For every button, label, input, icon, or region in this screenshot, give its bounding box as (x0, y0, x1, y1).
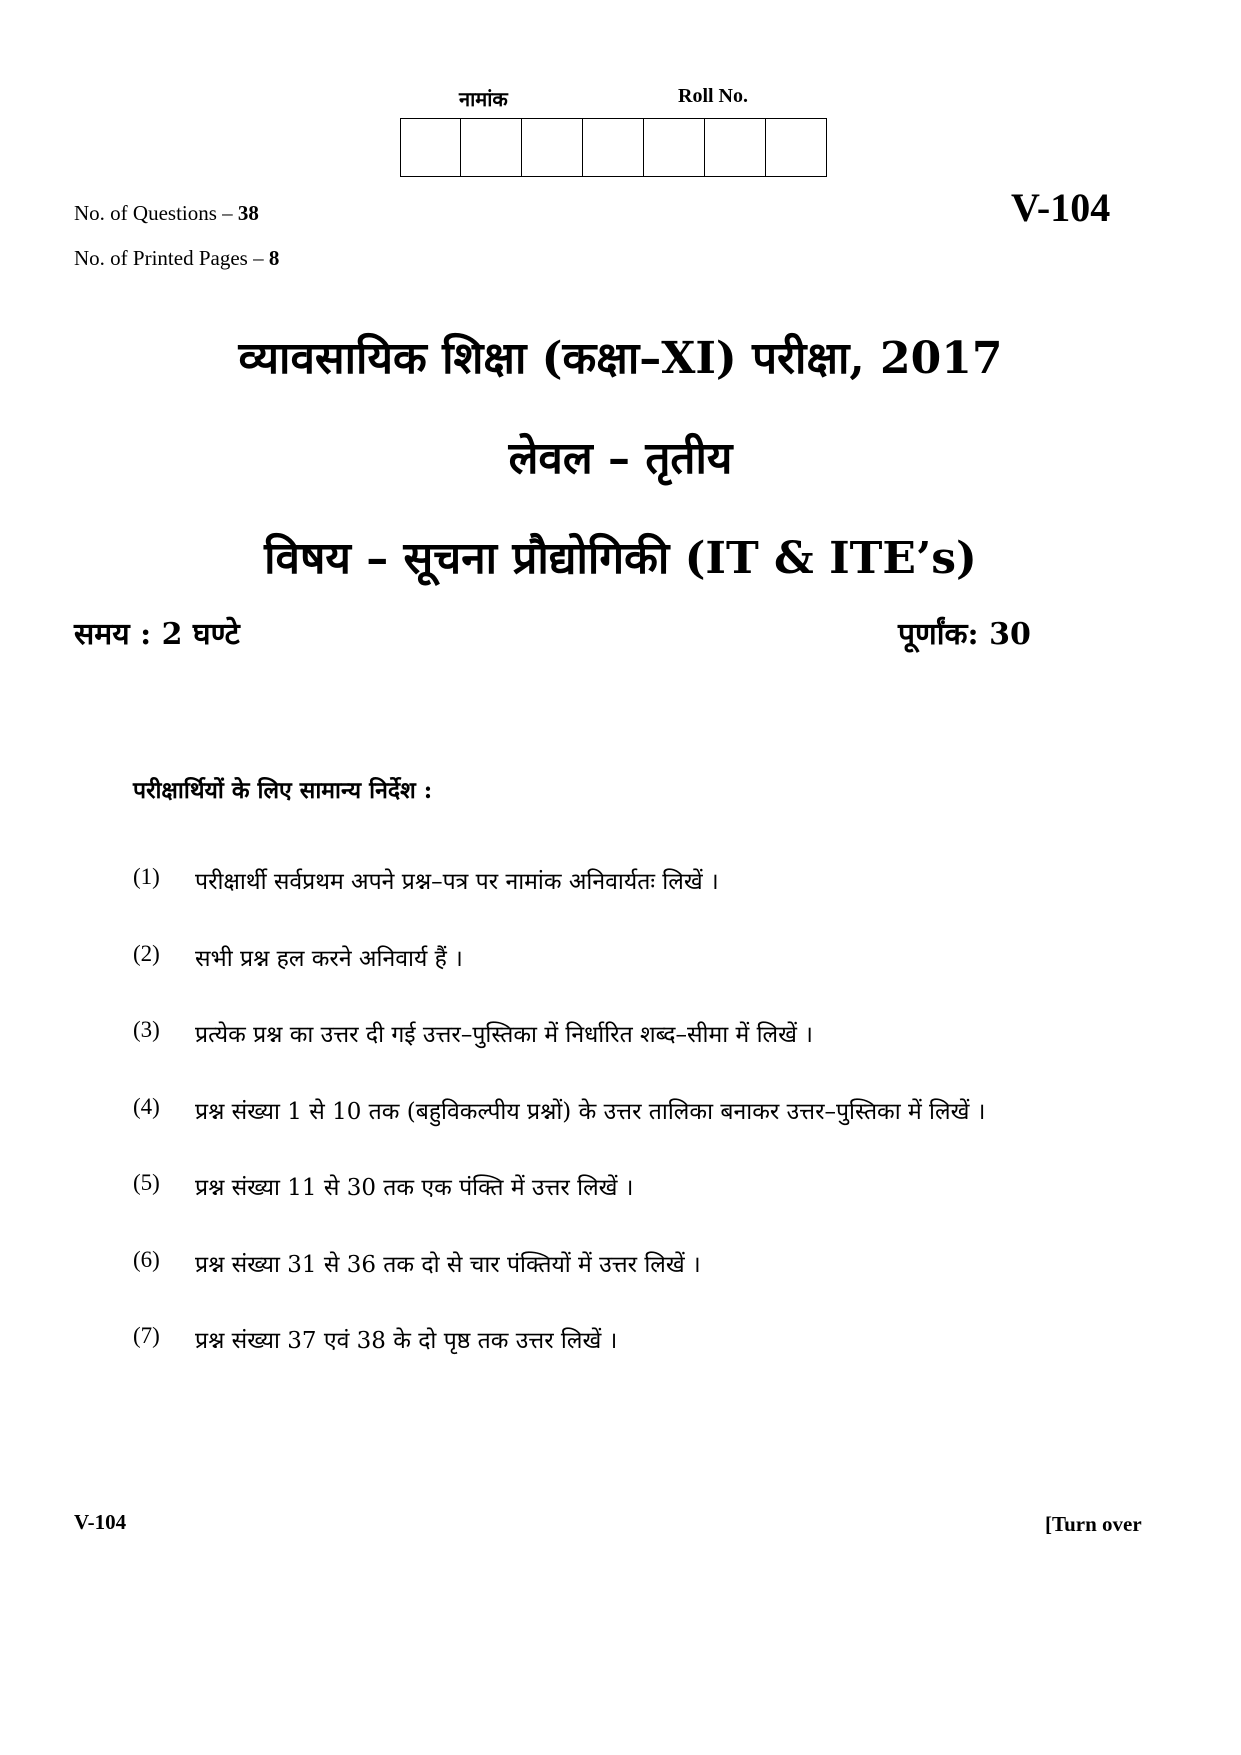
level-title: लेवल – तृतीय (508, 433, 733, 484)
time-value: 2 घण्टे (161, 617, 240, 652)
instruction-text: सभी प्रश्न हल करने अनिवार्य हैं । (195, 946, 463, 972)
roll-label-english: Roll No. (678, 85, 748, 107)
instruction-number: (7) (133, 1323, 160, 1348)
roll-box[interactable] (583, 118, 644, 177)
instruction-item (133, 1017, 813, 1049)
subject-title: विषय – सूचना प्रौद्योगिकी (IT & ITE’s) (264, 533, 977, 584)
exam-title: व्यावसायिक शिक्षा (कक्षा–XI) परीक्षा, 2017 (238, 333, 1003, 384)
instruction-text: प्रश्न संख्या 31 से 36 तक दो से चार पंक्तियों में उत्तर लिखें । (195, 1252, 701, 1278)
roll-box[interactable] (766, 118, 827, 177)
instruction-item (133, 1094, 985, 1126)
questions-value: 38 (237, 201, 259, 225)
pages-label: No. of Printed Pages – (74, 246, 264, 270)
instruction-number: (1) (133, 864, 160, 889)
time-allowed: समय : 2 घण्टे (74, 617, 240, 652)
instruction-text: प्रश्न संख्या 11 से 30 तक एक पंक्ति में उत्तर लिखें । (195, 1175, 634, 1201)
marks-label: पूर्णांक: (898, 617, 979, 652)
instruction-item (133, 864, 719, 896)
paper-code: V-104 (1011, 185, 1111, 230)
roll-box[interactable] (644, 118, 705, 177)
questions-label: No. of Questions – (74, 201, 233, 225)
instruction-text: प्रश्न संख्या 37 एवं 38 के दो पृष्ठ तक उत्तर लिखें । (195, 1328, 618, 1354)
roll-number-boxes (400, 118, 827, 177)
instruction-text: प्रत्येक प्रश्न का उत्तर दी गई उत्तर–पुस्तिका में निर्धारित शब्द–सीमा में लिखें । (195, 1022, 813, 1048)
instruction-number: (3) (133, 1017, 160, 1042)
instruction-item (133, 1247, 701, 1279)
instruction-number: (2) (133, 941, 160, 966)
instruction-number: (6) (133, 1247, 160, 1272)
roll-label-hindi: नामांक (459, 87, 508, 111)
roll-box[interactable] (400, 118, 461, 177)
time-label: समय (74, 617, 130, 652)
pages-value: 8 (268, 246, 280, 270)
instruction-item (133, 941, 463, 973)
instruction-number: (4) (133, 1094, 160, 1119)
roll-box[interactable] (705, 118, 766, 177)
instruction-text: परीक्षार्थी सर्वप्रथम अपने प्रश्न–पत्र पर नामांक अनिवार्यतः लिखें । (195, 869, 719, 895)
instruction-item (133, 1170, 634, 1202)
instructions-heading: परीक्षार्थियों के लिए सामान्य निर्देश : (133, 777, 433, 804)
instruction-item (133, 1323, 617, 1355)
instruction-text: प्रश्न संख्या 1 से 10 तक (बहुविकल्पीय प्रश्नों) के उत्तर तालिका बनाकर उत्तर–पुस्तिका में लिखें । (195, 1099, 986, 1125)
marks-value: 30 (989, 617, 1031, 652)
instruction-number: (5) (133, 1170, 160, 1195)
turn-over-note: [Turn over (1045, 1512, 1142, 1536)
footer-paper-code: V-104 (74, 1510, 127, 1534)
roll-box[interactable] (522, 118, 583, 177)
roll-box[interactable] (461, 118, 522, 177)
max-marks (898, 612, 1031, 653)
printed-pages-count (74, 246, 279, 271)
questions-count (74, 201, 259, 226)
